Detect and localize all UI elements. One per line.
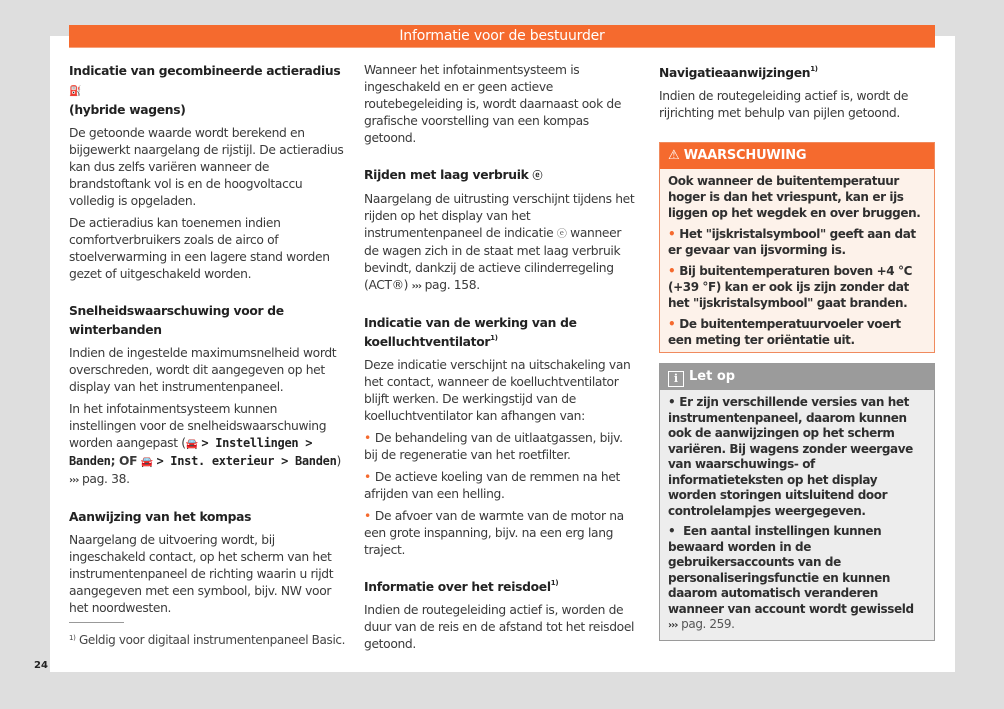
note-header: i Let op (660, 364, 934, 390)
warning-header: ⚠ WAARSCHUWING (660, 143, 934, 169)
paragraph: Naargelang de uitrusting verschijnt tijdens het rijden op het display van het instrumentenpaneel de indicatie ⓔ wanneer de wagen zich in de staat met laag verbruik bevindt, dankzij de actieve cilinderregeling (ACT®) ››› pag. 158. (364, 192, 635, 292)
paragraph: De actieradius kan toenemen indien comfortverbruikers zoals de airco of stoelverwarming in een lagere stand worden gezet of uitgeschakeld worden. (69, 216, 330, 281)
heading-combined-range: Indicatie van gecombineerde actieradius ⛽ (hybride wagens) (69, 64, 341, 117)
list-item: • De buitentemperatuurvoeler voert een meting ter oriëntatie uit. (668, 316, 926, 348)
menu-path-1: > Instellingen > Banden (69, 436, 313, 468)
link-arrows-icon: ››› (69, 475, 79, 486)
chapter-header: Informatie voor de bestuurder (69, 25, 935, 48)
column-1 (69, 62, 347, 622)
footnote: $^{1)}$ Geldig voor digitaal instrumentenpaneel Basic. (69, 633, 346, 647)
list-item: • Het "ijskristalsymbool" geeft aan dat er gevaar van ijsvorming is. (668, 226, 926, 258)
page-link[interactable]: pag. 158. (424, 278, 480, 292)
list-item: • Bij buitentemperaturen boven +4 °C (+39 °F) kan er ook ijs zijn zonder dat het "ijskristalsymbool" gaat branden. (668, 263, 926, 311)
heading-low-consumption: Rijden met laag verbruik ⓔ (364, 168, 543, 182)
heading-navigation: Navigatieaanwijzingen$^{1)}$ (659, 65, 818, 80)
paragraph: Indien de routegeleiding actief is, worden de duur van de reis en de afstand tot het reisdoel getoond. (364, 603, 635, 651)
list-item: • De afvoer van de warmte van de motor na een grote inspanning, bijv. na een erg lang traject. (364, 508, 638, 559)
list-item: • Een aantal instellingen kunnen bewaard worden in de gebruikersaccounts van de personaliseringsfunctie en kunnen daarom automatisch veranderen wanneer van account wordt gewisseld ››› pag. 259. (668, 524, 926, 634)
warning-triangle-icon: ⚠ (668, 148, 680, 163)
warning-body (660, 169, 934, 352)
note-box (659, 363, 935, 641)
list-item: • De behandeling van de uitlaatgassen, bijv. bij de regeneratie van het roetfilter. (364, 430, 638, 464)
heading-cooling-fan: Indicatie van de werking van de koelluchtventilator$^{1)}$ (364, 316, 577, 349)
heading-winter-tyre-warning: Snelheidswaarschuwing voor de winterbanden (69, 304, 284, 337)
link-arrows-icon: ››› (411, 281, 422, 292)
car-menu-icon: 🚘 (185, 439, 198, 450)
footnote-ref: 1) (550, 579, 559, 587)
paragraph: Indien de routegeleiding actief is, wordt de rijrichting met behulp van pijlen getoond. (659, 89, 909, 120)
eco-icon: ⓔ (532, 171, 543, 182)
page-link[interactable]: pag. 38. (81, 472, 130, 486)
note-body (660, 390, 934, 640)
warning-box (659, 142, 935, 353)
info-icon: i (668, 371, 684, 387)
paragraph-settings-path: In het infotainmentsysteem kunnen instellingen voor de snelheidswaarschuwing worden aangepast (🚘 > Instellingen > Banden; OF 🚘 > Inst. exterieur > Banden) ››› pag. 38. (69, 402, 341, 486)
footnote-ref: 1) (490, 334, 498, 342)
column-3 (659, 64, 935, 127)
footnote-divider (69, 622, 124, 623)
link-arrows-icon: ››› (668, 620, 678, 631)
fuel-electric-icon: ⛽ (69, 86, 82, 97)
menu-path-2: > Inst. exterieur > Banden (156, 454, 337, 468)
heading-compass: Aanwijzing van het kompas (69, 510, 252, 524)
warning-text: Ook wanneer de buitentemperatuur hoger is dan het vriespunt, kan er ijs liggen op het wegdek en over bruggen. (668, 174, 921, 220)
heading-destination-info: Informatie over het reisdoel$^{1)}$ (364, 579, 559, 594)
paragraph: Wanneer het infotainmentsysteem is ingeschakeld en er geen actieve routebegeleiding is, wordt daarnaast ook de grafische voorstelling van een kompas getoond. (364, 63, 622, 145)
list-item: • Er zijn verschillende versies van het instrumentenpaneel, daarom kunnen ook de aanwijzingen op het scherm variëren. Bij wagens zonder weergave van waarschuwings- of informatieteksten op het display worden storingen uitsluitend door controlelampjes weergegeven. (668, 395, 926, 519)
footnote-marker: 1) (69, 634, 76, 642)
column-2 (364, 62, 638, 658)
paragraph: Deze indicatie verschijnt na uitschakeling van het contact, wanneer de koelluchtventilator blijft werken. De werkingstijd van de koelluchtventilator kan afhangen van: (364, 358, 631, 423)
paragraph: Indien de ingestelde maximumsnelheid wordt overschreden, wordt dit aangegeven op het display van het instrumentenpaneel. (69, 346, 337, 394)
footnote-ref: 1) (810, 65, 818, 73)
page-link[interactable]: pag. 259. (681, 617, 735, 631)
list-item: • De actieve koeling van de remmen na het afrijden van een helling. (364, 469, 638, 503)
paragraph: De getoonde waarde wordt berekend en bijgewerkt naargelang de rijstijl. De actieradius kan dus zelfs variëren wanneer de brandstoftank vol is en de hoogvoltaccu volledig is opgeladen. (69, 126, 344, 208)
eco-icon: ⓔ (556, 229, 567, 240)
paragraph: Naargelang de uitvoering wordt, bij ingeschakeld contact, op het scherm van het instrumentenpaneel de richting waarin u rijdt aangegeven met een symbool, bijv. NW voor het noordwesten. (69, 533, 334, 615)
page-number: 24 (34, 660, 48, 671)
car-menu-icon: 🚘 (140, 457, 153, 468)
